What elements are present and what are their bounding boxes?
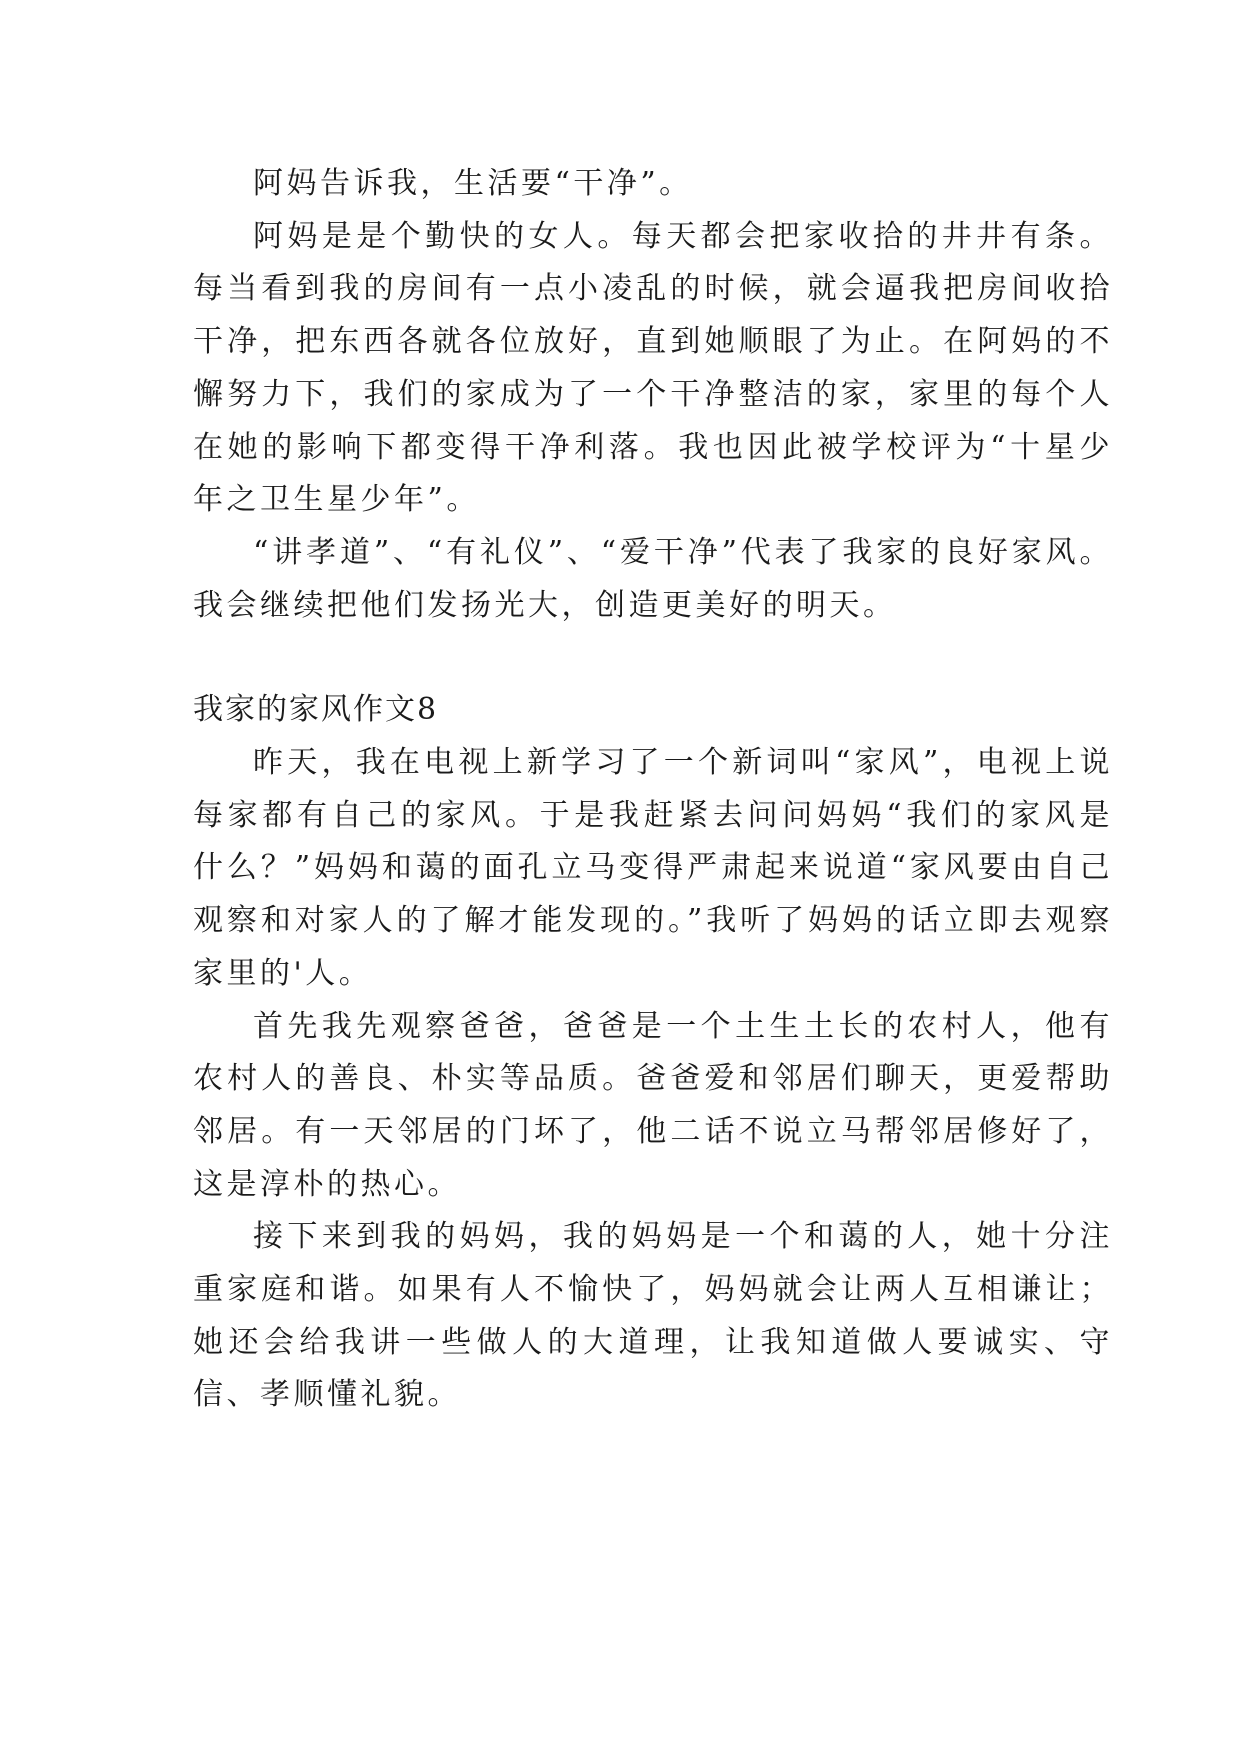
paragraph: “讲孝道”、“有礼仪”、“爱干净”代表了我家的良好家风。我会继续把他们发扬光大，创造更美好的明天。: [193, 534, 1113, 623]
paragraph: 首先我先观察爸爸，爸爸是一个土生土长的农村人，他有农村人的善良、朴实等品质。爸爸爱和邻居们聊天，更爱帮助邻居。有一天邻居的门坏了，他二话不说立马帮邻居修好了，这是淳朴的热心。: [193, 1008, 1113, 1202]
paragraph: 阿妈是是个勤快的女人。每天都会把家收拾的井井有条。每当看到我的房间有一点小凌乱的时候，就会逼我把房间收拾干净，把东西各就各位放好，直到她顺眼了为止。在阿妈的不懈努力下，我们的家成为了一个干净整洁的家，家里的每个人在她的影响下都变得干净利落。我也因此被学校评为“十星少年之卫生星少年”。: [193, 218, 1113, 518]
paragraph: 阿妈告诉我，生活要“干净”。: [253, 166, 693, 201]
paragraph: 接下来到我的妈妈，我的妈妈是一个和蔼的人，她十分注重家庭和谐。如果有人不愉快了，妈妈就会让两人互相谦让；她还会给我讲一些做人的大道理，让我知道做人要诚实、守信、孝顺懂礼貌。: [193, 1219, 1113, 1413]
essay-title: 我家的家风作文8: [193, 692, 439, 728]
essay-text: [193, 158, 1113, 1422]
paragraph: 昨天，我在电视上新学习了一个新词叫“家风”，电视上说每家都有自己的家风。于是我赶紧去问问妈妈“我们的家风是什么？”妈妈和蔼的面孔立马变得严肃起来说道“家风要由自己观察和对家人的了解才能发现的。”我听了妈妈的话立即去观察家里的'人。: [193, 745, 1113, 991]
section-gap: [193, 632, 1113, 684]
